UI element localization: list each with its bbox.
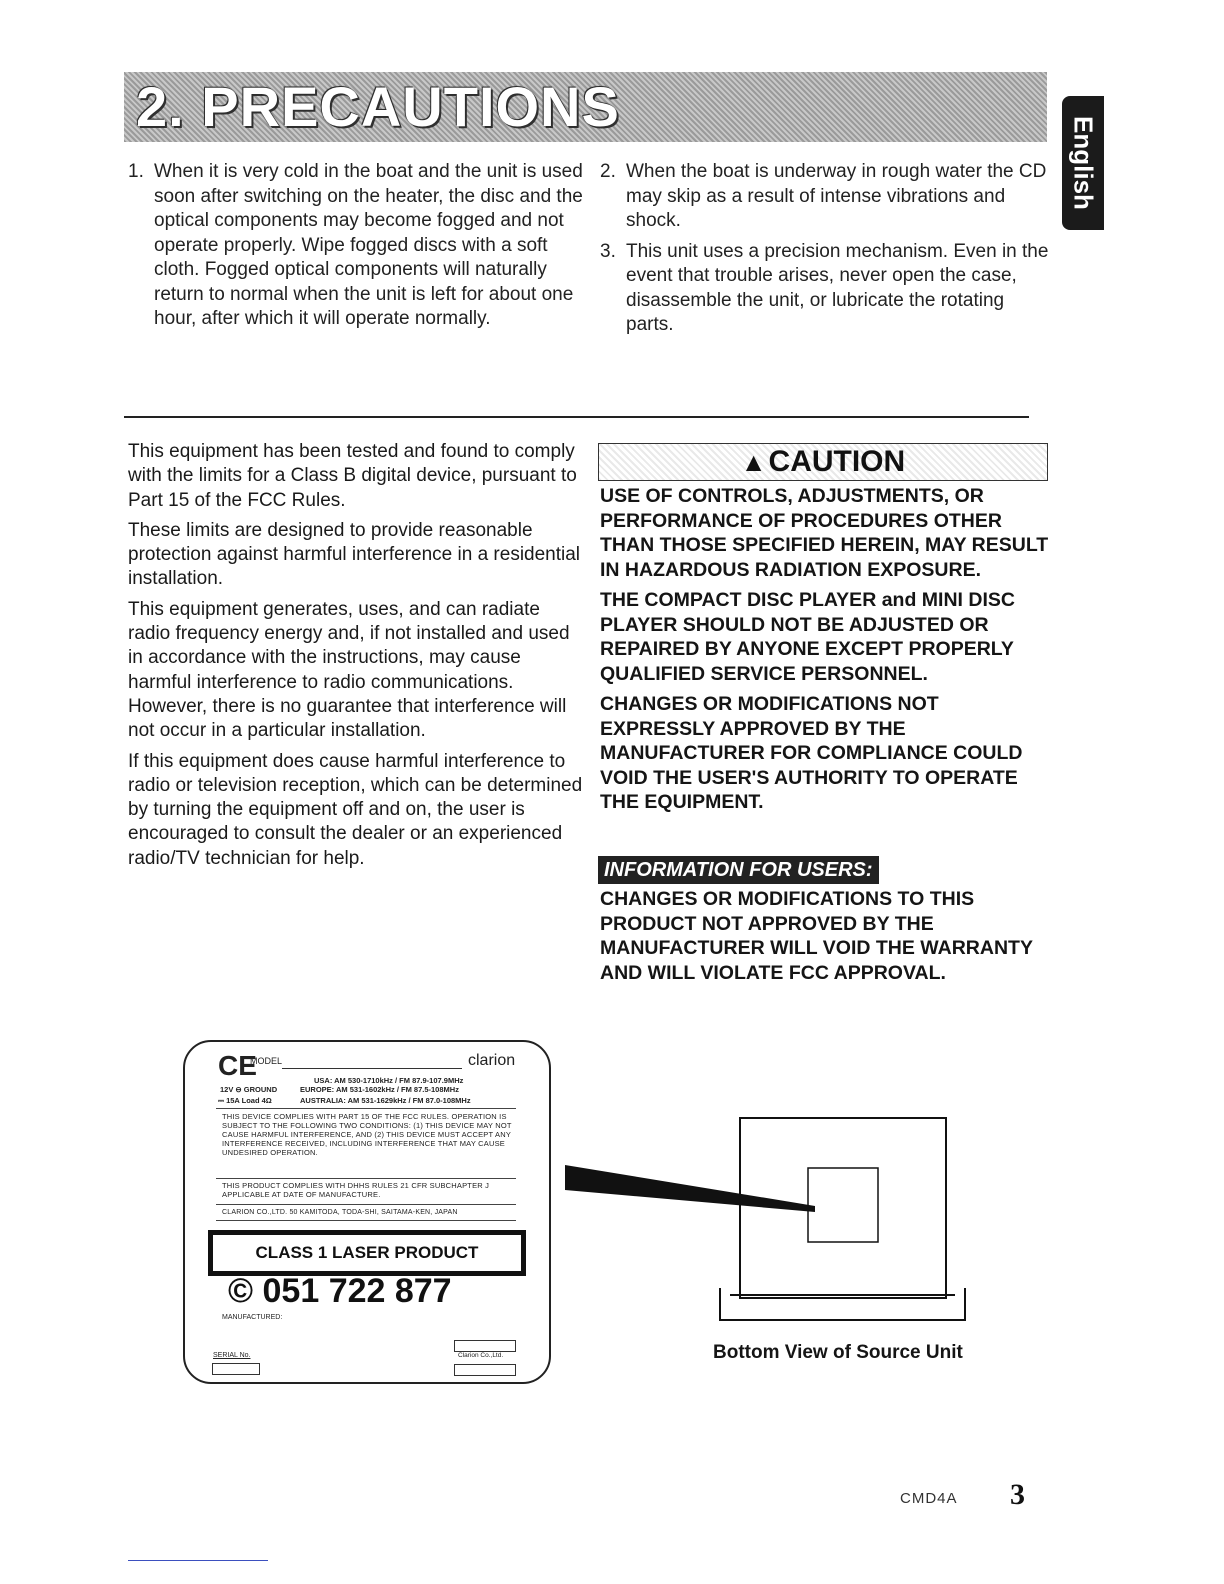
warning-icon: ▲ (740, 447, 767, 477)
caution-title-text: CAUTION (768, 445, 906, 478)
label-dhhs-notice: THIS PRODUCT COMPLIES WITH DHHS RULES 21 CFR SUBCHAPTER J APPLICABLE AT DATE OF MANUFACTURE. (222, 1181, 490, 1199)
pointer-arrow (565, 1165, 815, 1212)
precaution-number: 1. (128, 161, 144, 182)
label-power-ground: 12V ⊖ GROUND (220, 1085, 278, 1094)
label-company: Clarion Co.,Ltd. (458, 1352, 504, 1359)
page-number: 3 (1010, 1478, 1025, 1511)
info-for-users-badge: INFORMATION FOR USERS: (598, 856, 879, 884)
precaution-text: When it is very cold in the boat and the unit is used soon after switching on the heater, the disc and the optical components may become fogged and not operate properly. Wipe fogged discs with a soft cloth. Fogged optical components will naturally return to normal when the unit is left for about one hour, after which it will operate normally. (154, 161, 583, 329)
language-tab-label: English (1068, 116, 1099, 210)
label-phone (228, 1272, 452, 1311)
precaution-text: This unit uses a precision mechanism. Even in the event that trouble arises, never open the case, disassemble the unit, or lubricate the rotating parts. (626, 240, 1049, 335)
precaution-number: 3. (600, 240, 616, 262)
fcc-paragraph: These limits are designed to provide reasonable protection against harmful interference in a residential installation. (128, 519, 581, 590)
ce-mark: CE (218, 1050, 257, 1081)
label-usa-freq: USA: AM 530-1710kHz / FM 87.9-107.9MHz (314, 1076, 464, 1085)
precaution-item (124, 160, 584, 332)
label-phone-number: 051 722 877 (262, 1272, 452, 1310)
section-divider (124, 416, 1029, 418)
label-address: CLARION CO.,LTD. 50 KAMITODA, TODA-SHI, SAITAMA-KEN, JAPAN (222, 1209, 458, 1216)
caution-text (600, 484, 1050, 821)
precaution-item (596, 160, 1051, 234)
label-rule (216, 1220, 516, 1221)
fcc-paragraph: If this equipment does cause harmful interference to radio or television reception, which can be determined by turning the equipment off and on, the user is encouraged to consult the dealer or an experienced radio/TV technician for help. (128, 750, 583, 869)
page-title: 2. PRECAUTIONS (136, 75, 620, 138)
label-rule (216, 1178, 516, 1179)
unit-front-panel (720, 1288, 965, 1320)
info-for-users-text: CHANGES OR MODIFICATIONS TO THIS PRODUCT NOT APPROVED BY THE MANUFACTURER WILL VOID THE WARRANTY AND WILL VIOLATE FCC APPROVAL. (600, 888, 1033, 984)
precautions-left-column (124, 160, 584, 338)
label-fcc-notice: THIS DEVICE COMPLIES WITH PART 15 OF THE FCC RULES. OPERATION IS SUBJECT TO THE FOLLOWING TWO CONDITIONS: (1) THIS DEVICE MAY NOT CAUSE HARMFUL INTERFERENCE, AND (2) THIS DEVICE MUST ACCEPT ANY INTERFERENCE RECEIVED, INCLUDING INTERFERENCE THAT MAY CAUSE UNDESIRED OPERATION. (222, 1112, 512, 1157)
fcc-paragraph: This equipment has been tested and found to comply with the limits for a Class B digital device, pursuant to Part 15 of the FCC Rules. (128, 441, 577, 511)
label-rule (216, 1204, 516, 1205)
fcc-paragraph: This equipment generates, uses, and can radiate radio frequency energy and, if not installed and used in accordance with the instructions, may cause harmful interference to radio communications. However, there is no guarantee that interference will not occur in a particular installation. (128, 598, 570, 742)
class1-laser-box: CLASS 1 LASER PRODUCT (208, 1230, 526, 1276)
footer-rule (128, 1560, 268, 1561)
label-brand: clarion (468, 1052, 516, 1069)
label-location-box (808, 1168, 878, 1242)
label-europe-freq: EUROPE: AM 531-1602kHz / FM 87.5-108MHz (300, 1085, 459, 1094)
language-tab (1062, 96, 1104, 230)
label-power-load: ⎓ 15A Load 4Ω (218, 1096, 272, 1105)
caution-paragraph: USE OF CONTROLS, ADJUSTMENTS, OR PERFORMANCE OF PROCEDURES OTHER THAN THOSE SPECIFIED HEREIN, MAY RESULT IN HAZARDOUS RADIATION EXPOSURE. (600, 485, 1049, 581)
caution-paragraph: THE COMPACT DISC PLAYER and MINI DISC PLAYER SHOULD NOT BE ADJUSTED OR REPAIRED BY ANYONE EXCEPT PROPERLY QUALIFIED SERVICE PERSONNEL. (600, 589, 1015, 685)
precaution-text: When the boat is underway in rough water the CD may skip as a result of intense vibrations and shock. (626, 161, 1047, 231)
company-box-top (454, 1340, 516, 1352)
label-model: MODEL (250, 1056, 283, 1066)
label-australia-freq: AUSTRALIA: AM 531-1629kHz / FM 87.0-108MHz (300, 1096, 471, 1105)
model-underline (282, 1068, 462, 1069)
copyright-c-icon: © (228, 1272, 254, 1310)
label-serial: SERIAL No. (213, 1352, 251, 1359)
caution-paragraph: CHANGES OR MODIFICATIONS NOT EXPRESSLY APPROVED BY THE MANUFACTURER FOR COMPLIANCE COULD VOID THE USER'S AUTHORITY TO OPERATE THE EQUIPMENT. (600, 693, 1023, 813)
model-code: CMD4A (900, 1490, 958, 1507)
caution-title (598, 443, 1048, 481)
company-box-bottom (454, 1364, 516, 1376)
precaution-number: 2. (600, 161, 616, 182)
label-rule (216, 1108, 516, 1109)
serial-box (212, 1363, 260, 1375)
bottom-view-diagram (560, 1110, 980, 1335)
precautions-right-column (596, 160, 1051, 344)
fcc-statement (128, 440, 583, 877)
label-manufactured: MANUFACTURED: (222, 1314, 283, 1321)
precaution-item (596, 240, 1051, 338)
diagram-caption: Bottom View of Source Unit (713, 1342, 963, 1363)
